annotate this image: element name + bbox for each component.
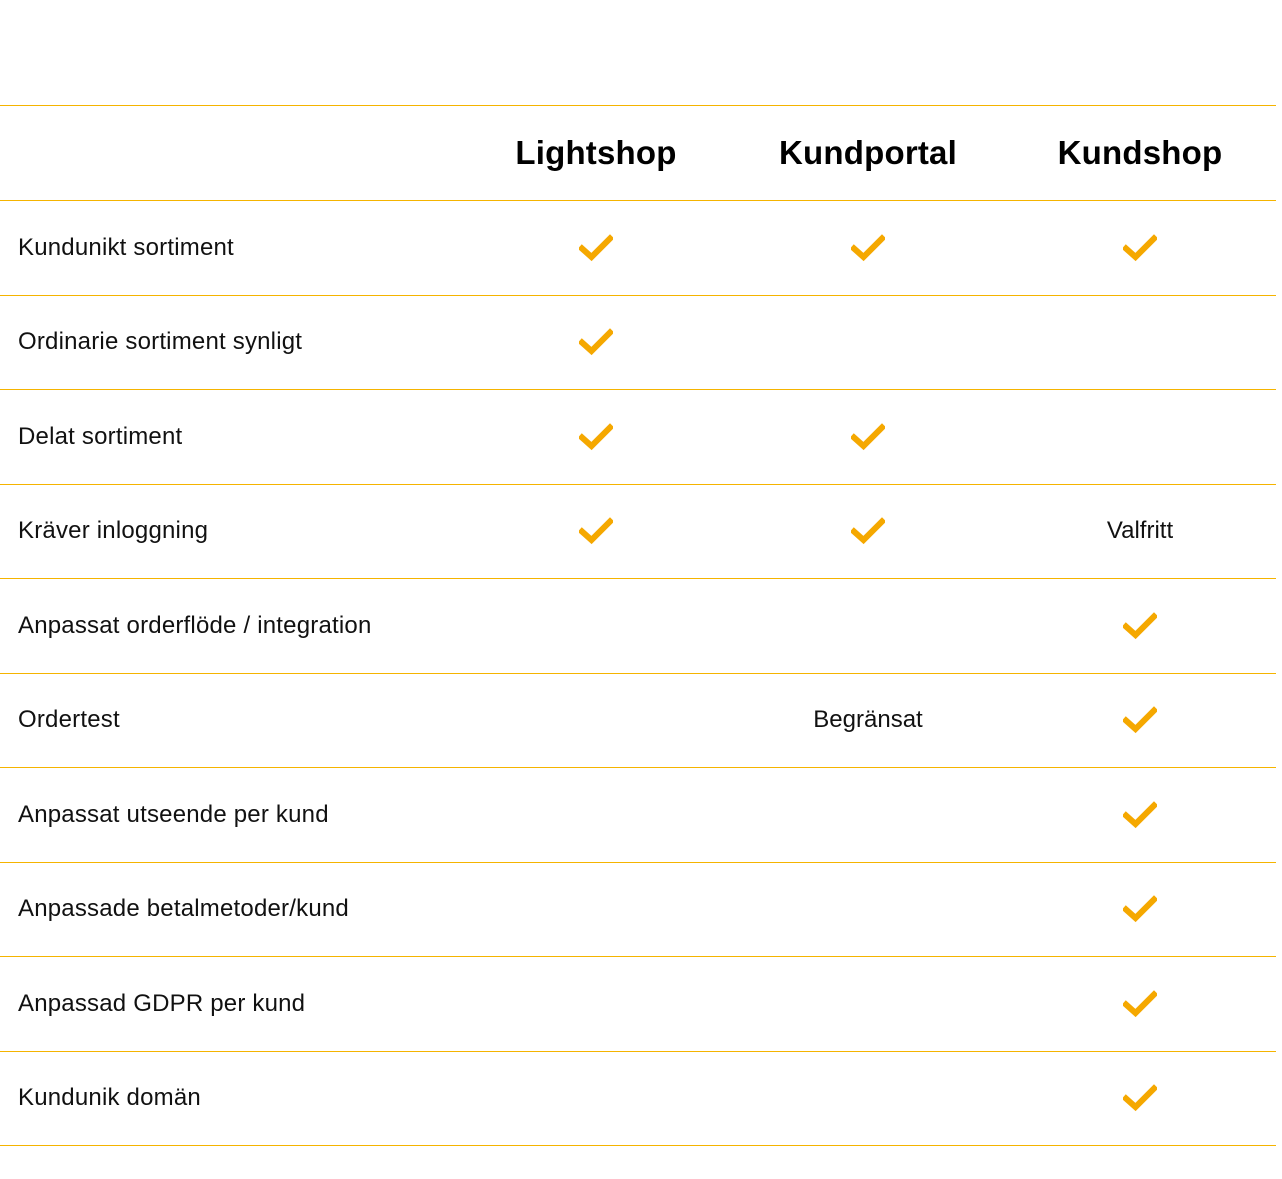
cell-kundportal bbox=[732, 234, 1004, 262]
cell-kundshop bbox=[1004, 1084, 1276, 1112]
checkmark-icon bbox=[851, 234, 885, 262]
table-row bbox=[0, 579, 1276, 674]
cell-kundportal bbox=[732, 706, 1004, 734]
cell-lightshop bbox=[460, 423, 732, 451]
checkmark-icon bbox=[1123, 706, 1157, 734]
table-header-row bbox=[0, 106, 1276, 201]
checkmark-icon bbox=[851, 517, 885, 545]
cell-kundshop bbox=[1004, 801, 1276, 829]
checkmark-icon bbox=[1123, 801, 1157, 829]
table-body bbox=[0, 201, 1276, 1146]
feature-label: Anpassad GDPR per kund bbox=[18, 989, 306, 1017]
checkmark-icon bbox=[1123, 895, 1157, 923]
checkmark-icon bbox=[1123, 1084, 1157, 1112]
table-row bbox=[0, 485, 1276, 580]
column-title: Kundshop bbox=[1057, 134, 1223, 171]
table-row bbox=[0, 863, 1276, 958]
feature-label: Delat sortiment bbox=[18, 422, 183, 450]
table-row bbox=[0, 201, 1276, 296]
cell-text: Valfritt bbox=[1106, 517, 1174, 545]
cell-kundportal bbox=[732, 423, 1004, 451]
table-row bbox=[0, 957, 1276, 1052]
checkmark-icon bbox=[851, 423, 885, 451]
comparison-table bbox=[0, 105, 1276, 1146]
feature-label: Kräver inloggning bbox=[18, 517, 209, 545]
cell-kundshop bbox=[1004, 895, 1276, 923]
column-header-kundshop bbox=[1004, 134, 1276, 172]
feature-label: Kundunik domän bbox=[18, 1084, 201, 1112]
cell-text: Begränsat bbox=[813, 706, 923, 734]
feature-label: Anpassat utseende per kund bbox=[18, 800, 329, 828]
column-title: Lightshop bbox=[515, 134, 677, 171]
cell-lightshop bbox=[460, 517, 732, 545]
checkmark-icon bbox=[1123, 990, 1157, 1018]
checkmark-icon bbox=[579, 423, 613, 451]
column-header-kundportal bbox=[732, 134, 1004, 172]
checkmark-icon bbox=[579, 234, 613, 262]
feature-label: Kundunikt sortiment bbox=[18, 233, 234, 261]
table-row bbox=[0, 296, 1276, 391]
cell-kundshop bbox=[1004, 706, 1276, 734]
table-row bbox=[0, 768, 1276, 863]
checkmark-icon bbox=[1123, 234, 1157, 262]
checkmark-icon bbox=[579, 517, 613, 545]
checkmark-icon bbox=[1123, 612, 1157, 640]
cell-kundshop bbox=[1004, 990, 1276, 1018]
feature-label: Anpassade betalmetoder/kund bbox=[18, 895, 349, 923]
cell-kundportal bbox=[732, 517, 1004, 545]
cell-kundshop bbox=[1004, 234, 1276, 262]
table-row bbox=[0, 1052, 1276, 1147]
table-row bbox=[0, 674, 1276, 769]
cell-lightshop bbox=[460, 328, 732, 356]
checkmark-icon bbox=[579, 328, 613, 356]
cell-lightshop bbox=[460, 234, 732, 262]
column-title: Kundportal bbox=[779, 134, 957, 171]
column-header-lightshop bbox=[460, 134, 732, 172]
table-row bbox=[0, 390, 1276, 485]
feature-label: Ordinarie sortiment synligt bbox=[18, 328, 303, 356]
cell-kundshop bbox=[1004, 517, 1276, 545]
feature-label: Ordertest bbox=[18, 706, 120, 734]
cell-kundshop bbox=[1004, 612, 1276, 640]
feature-label: Anpassat orderflöde / integration bbox=[18, 611, 372, 639]
